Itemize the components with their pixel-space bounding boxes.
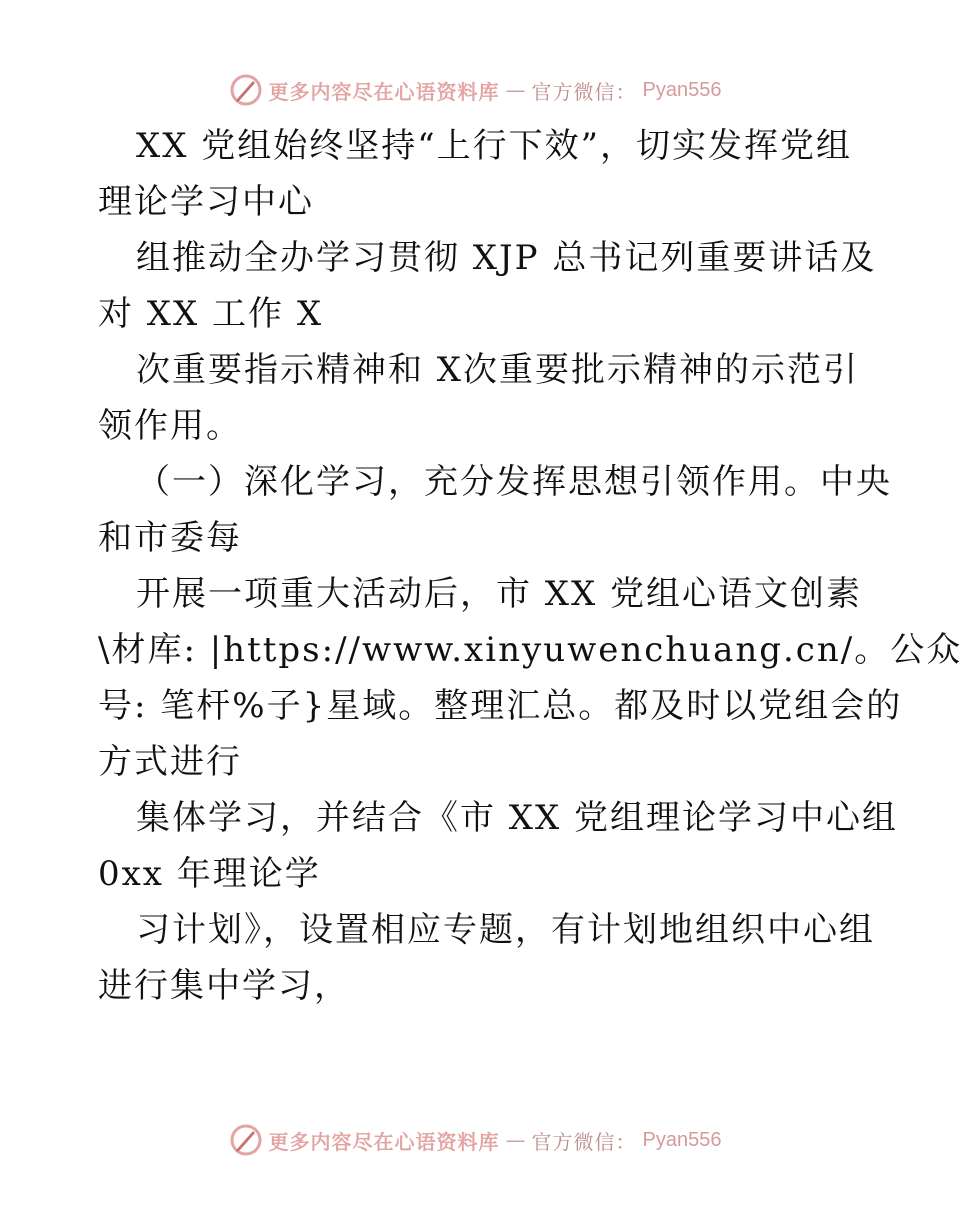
text-line: XX 党组始终坚持“上行下效”，切实发挥党组 [136,126,852,166]
text-line: 集体学习，并结合《市 XX 党组理论学习中心组 [136,798,899,838]
quill-pen-icon [229,1123,263,1157]
watermark-brand: 更多内容尽在心语资料库 [268,1129,500,1154]
watermark-wechat-id: Pyan556 [642,78,722,101]
text-line: 组推动全办学习贯彻 XJP 总书记列重要讲话及 [136,238,877,278]
body-text [98,118,962,1014]
header-watermark [0,70,950,110]
text-line: 次重要指示精神和 X次重要批示精神的示范引 [136,350,860,390]
text-line: 方式进行 [98,742,242,782]
text-line: （一）深化学习，充分发挥思想引领作用。中央 [136,462,892,502]
watermark-wechat-id: Pyan556 [642,1128,722,1151]
text-line: 进行集中学习， [98,966,350,1006]
text-line: 0xx 年理论学 [98,854,321,894]
text-line: 号: 笔杆%子}星域。整理汇总。都及时以党组会的 [98,686,903,726]
text-line: 和市委每 [98,518,242,558]
watermark-wechat-label: 官方微信： [531,79,637,104]
watermark-separator: — [505,78,526,102]
footer-watermark [0,1120,950,1160]
text-line: 领作用。 [98,406,242,446]
text-line: 开展一项重大活动后，市 XX 党组心语文创素 [136,574,863,614]
text-line: 理论学习中心 [98,182,314,222]
text-line: 习计划》，设置相应专题，有计划地组织中心组 [136,910,875,950]
watermark-separator: — [505,1128,526,1152]
text-line: \材库: |https://www.xinyuwenchuang.cn/。公众 [98,630,962,670]
text-line: 对 XX 工作 X [98,294,324,334]
watermark-brand: 更多内容尽在心语资料库 [268,79,500,104]
quill-pen-icon [229,73,263,107]
watermark-wechat-label: 官方微信： [531,1129,637,1154]
